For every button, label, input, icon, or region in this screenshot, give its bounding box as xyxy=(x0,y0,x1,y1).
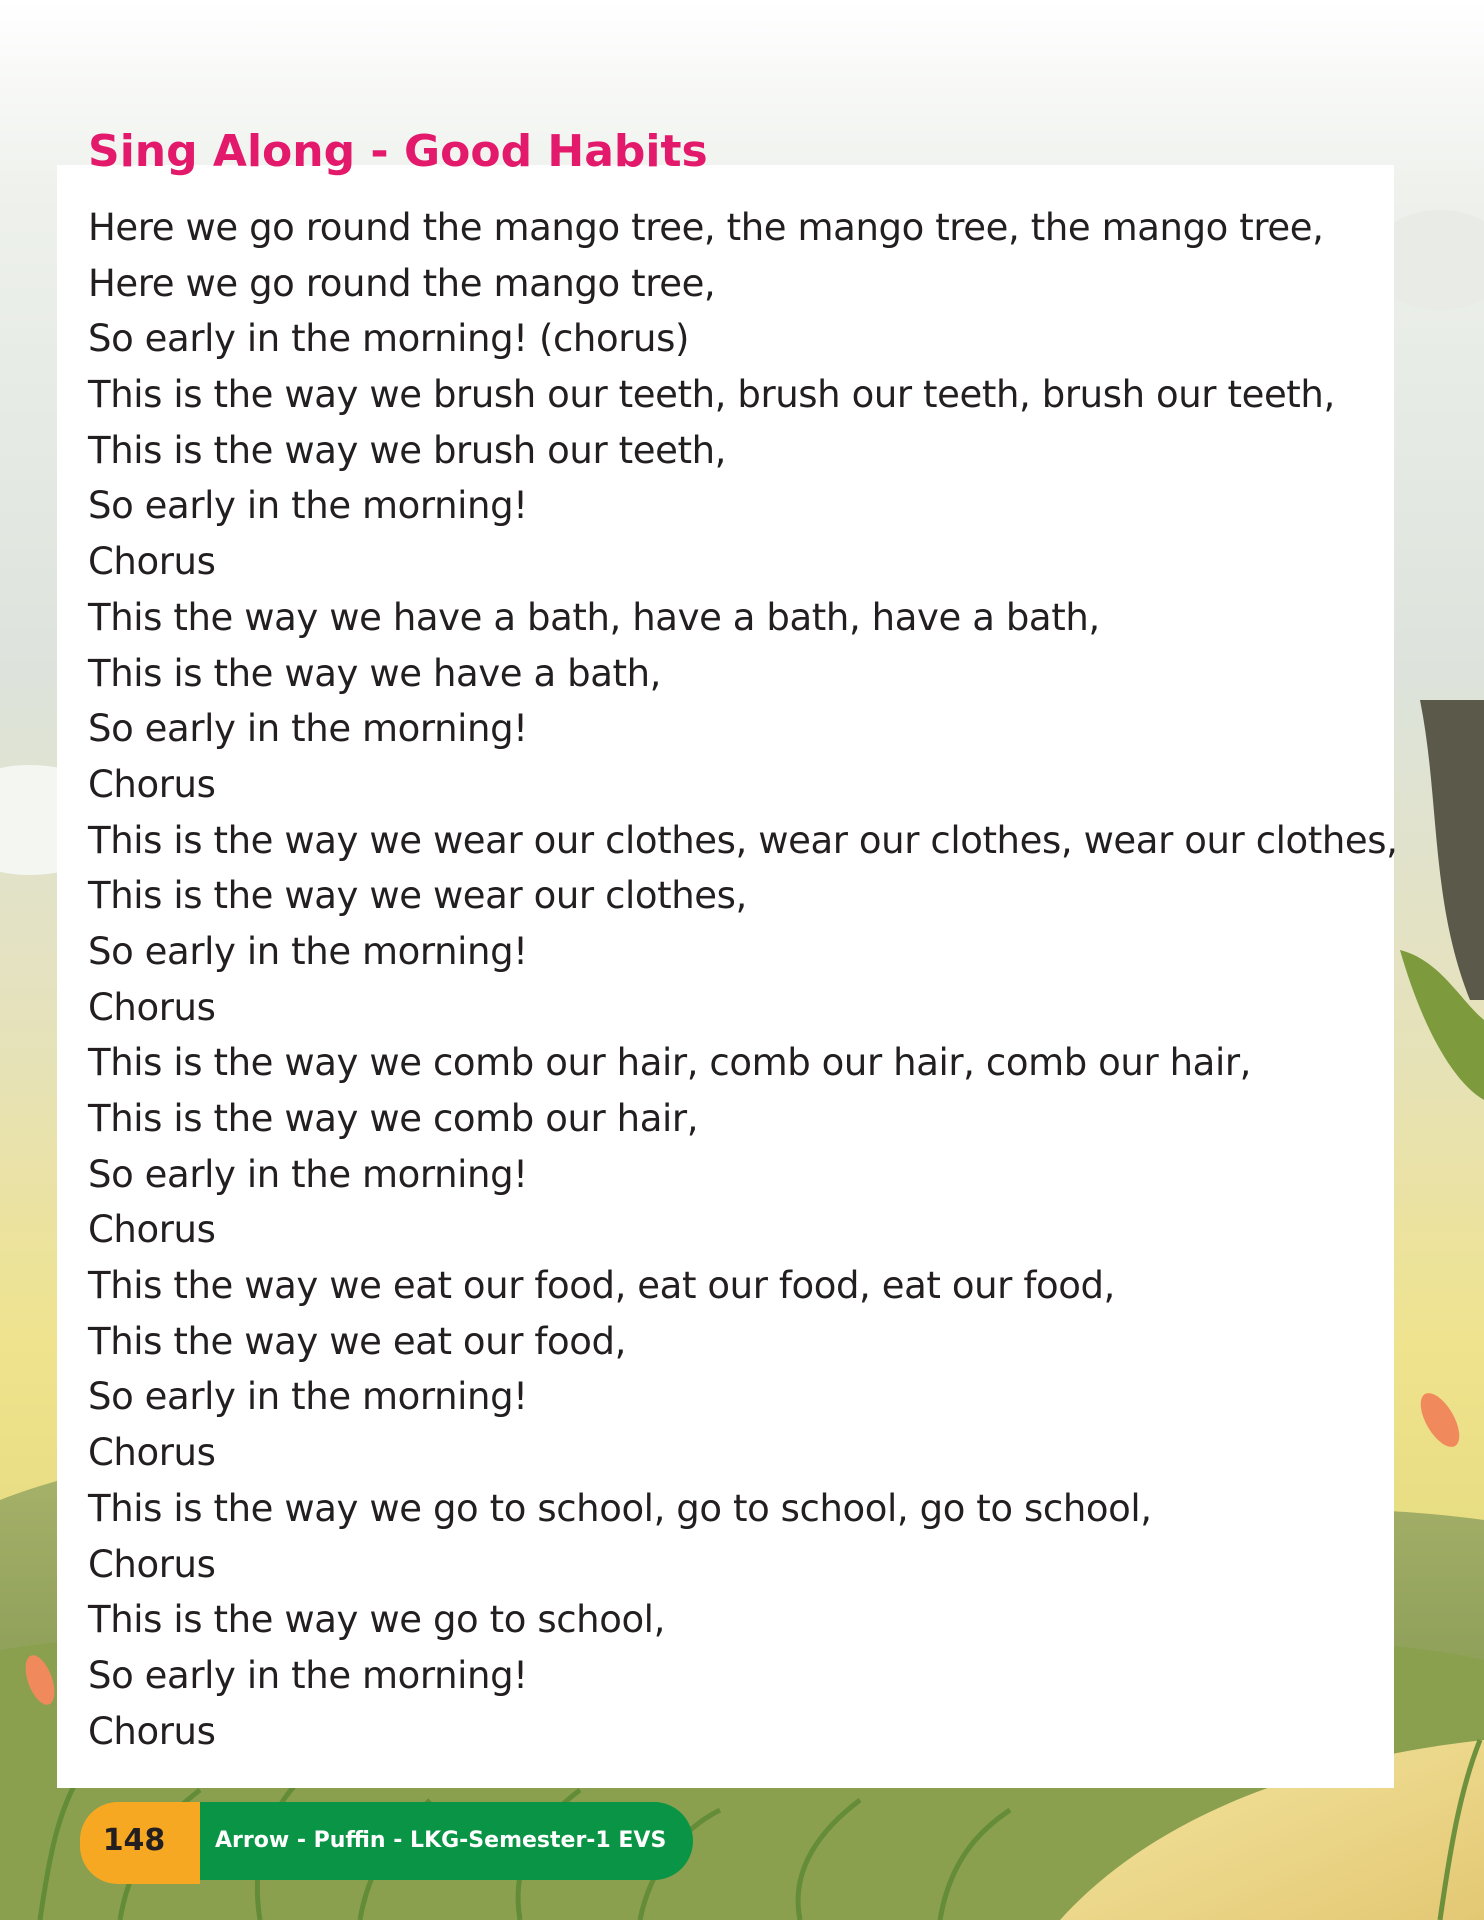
lyric-line: This is the way we brush our teeth, xyxy=(88,428,726,472)
lyric-line: This is the way we wear our clothes, wear our clothes, wear our clothes, xyxy=(88,818,1398,862)
lyric-line: Chorus xyxy=(88,540,216,584)
lyric-line: Chorus xyxy=(88,1431,216,1475)
lyric-line: So early in the morning! xyxy=(88,1375,528,1419)
lyric-line: This is the way we brush our teeth, brush our teeth, brush our teeth, xyxy=(88,373,1335,417)
book-title: Arrow - Puffin - LKG-Semester-1 EVS xyxy=(215,1828,667,1853)
lyric-line: So early in the morning! xyxy=(88,929,528,973)
lyric-line: Chorus xyxy=(88,1208,216,1252)
lyric-line: This the way we eat our food, xyxy=(88,1319,626,1363)
lyric-line: So early in the morning! xyxy=(88,1152,528,1196)
lyric-line: Chorus xyxy=(88,1542,216,1586)
lyric-line: This the way we have a bath, have a bath, have a bath, xyxy=(88,595,1100,639)
lyric-line: So early in the morning! xyxy=(88,707,528,751)
lyric-line: So early in the morning! (chorus) xyxy=(88,317,689,361)
lyric-line: This is the way we go to school, xyxy=(88,1598,665,1642)
lyric-line: Chorus xyxy=(88,985,216,1029)
lyric-line: Here we go round the mango tree, xyxy=(88,261,716,305)
lyric-line: Chorus xyxy=(88,762,216,806)
lyric-line: This is the way we go to school, go to school, go to school, xyxy=(88,1486,1152,1530)
lyric-line: This is the way we comb our hair, comb our hair, comb our hair, xyxy=(88,1041,1251,1085)
lyric-line: This the way we eat our food, eat our food, eat our food, xyxy=(88,1264,1115,1308)
lyric-line: So early in the morning! xyxy=(88,1653,528,1697)
song-lyrics xyxy=(88,200,1398,1759)
lyric-line: This is the way we comb our hair, xyxy=(88,1097,699,1140)
lyric-line: So early in the morning! xyxy=(88,484,528,528)
lyric-line: Chorus xyxy=(88,1709,216,1753)
lyric-line: This is the way we have a bath, xyxy=(88,651,662,695)
lyric-line: Here we go round the mango tree, the mango tree, the mango tree, xyxy=(88,206,1324,249)
page-title: Sing Along - Good Habits xyxy=(88,126,708,177)
page-number: 148 xyxy=(102,1823,166,1858)
lyric-line: This is the way we wear our clothes, xyxy=(88,874,747,918)
